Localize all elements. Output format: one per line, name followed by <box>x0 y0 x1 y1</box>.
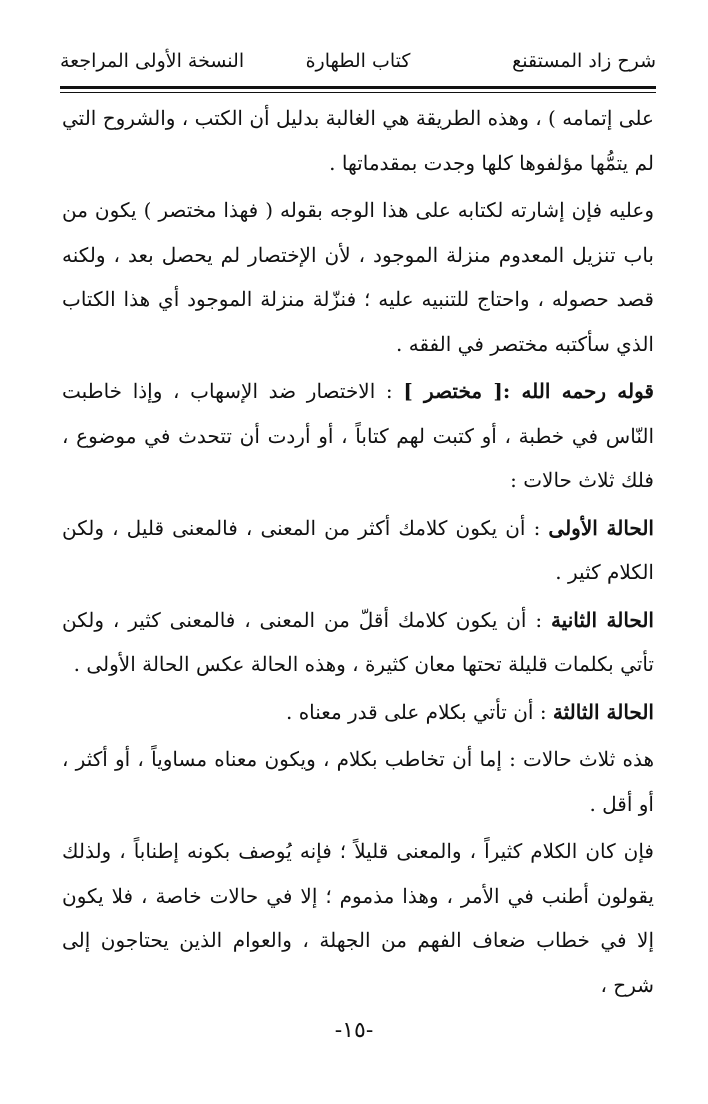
paragraph-lead: قوله رحمه الله :[ مختصر ] <box>403 379 654 403</box>
paragraph <box>62 188 654 366</box>
paragraph <box>62 96 654 185</box>
paragraph-text: : أن يكون كلامك أكثر من المعنى ، فالمعنى قليل ، ولكن الكلام كثير . <box>62 515 654 584</box>
paragraph <box>62 506 654 595</box>
paragraph-lead: الحالة الأولى <box>548 515 654 540</box>
paragraph <box>62 829 654 1007</box>
paragraph <box>62 690 654 735</box>
paragraph-text: : أن تأتي بكلام على قدر معناه . <box>285 699 553 724</box>
paragraph <box>62 737 654 826</box>
header-rule-thin <box>60 92 656 93</box>
header-rule-thick <box>60 86 656 89</box>
paragraph-text: فإن كان الكلام كثيراً ، والمعنى قليلاً ؛ فإنه يُوصف بكونه إطناباً ، ولذلك يقولون أطنب في الأمر ، وهذا مذموم ؛ إلا في حالات خاصة ، فلا يكون إلا في خطاب ضعاف الفهم من الجهلة ، والعوام الذين يحتاجون إلى شرح ، <box>62 839 654 997</box>
paragraph <box>62 598 654 687</box>
paragraph <box>62 369 654 503</box>
running-header <box>60 50 656 82</box>
page-number: -١٥- <box>334 1018 374 1043</box>
header-book-title: شرح زاد المستقنع <box>512 50 656 72</box>
paragraph-lead: الحالة الثالثة <box>552 699 654 724</box>
paragraph-text: وعليه فإن إشارته لكتابه على هذا الوجه بقوله ( فهذا مختصر ) يكون من باب تنزيل المعدوم منزلة الموجود ، لأن الإختصار لم يحصل بعد ، ولكنه قصد حصوله ، واحتاج للتنبيه عليه ؛ فنزّلة منزلة الموجود أي هذا الكتاب الذي سأكتبه مختصر في الفقه . <box>62 198 654 356</box>
header-chapter-title: كتاب الطهارة <box>305 50 411 72</box>
paragraph-text: : الاختصار ضد الإسهاب ، وإذا خاطبت النّاس في خطبة ، أو كتبت لهم كتاباً ، أو أردت أن تتحدث في موضوع ، فلك ثلاث حالات : <box>62 379 654 492</box>
paragraph-text: هذه ثلاث حالات : إما أن تخاطب بكلام ، ويكون معناه مساوياً ، أو أكثر ، أو أقل . <box>62 747 654 816</box>
paragraph-lead: الحالة الثانية <box>550 607 654 632</box>
paragraph-text: : أن يكون كلامك أقلّ من المعنى ، فالمعنى كثير ، ولكن تأتي بكلمات قليلة تحتها معان كثيرة ، وهذه الحالة عكس الحالة الأولى . <box>62 607 654 676</box>
header-edition-note: النسخة الأولى المراجعة <box>60 50 245 72</box>
paragraph-text: على إتمامه ) ، وهذه الطريقة هي الغالبة بدليل أن الكتب ، والشروح التي لم يتمُّها مؤلفوها كلها وجدت بمقدماتها . <box>61 106 654 175</box>
body-text <box>62 96 654 1010</box>
